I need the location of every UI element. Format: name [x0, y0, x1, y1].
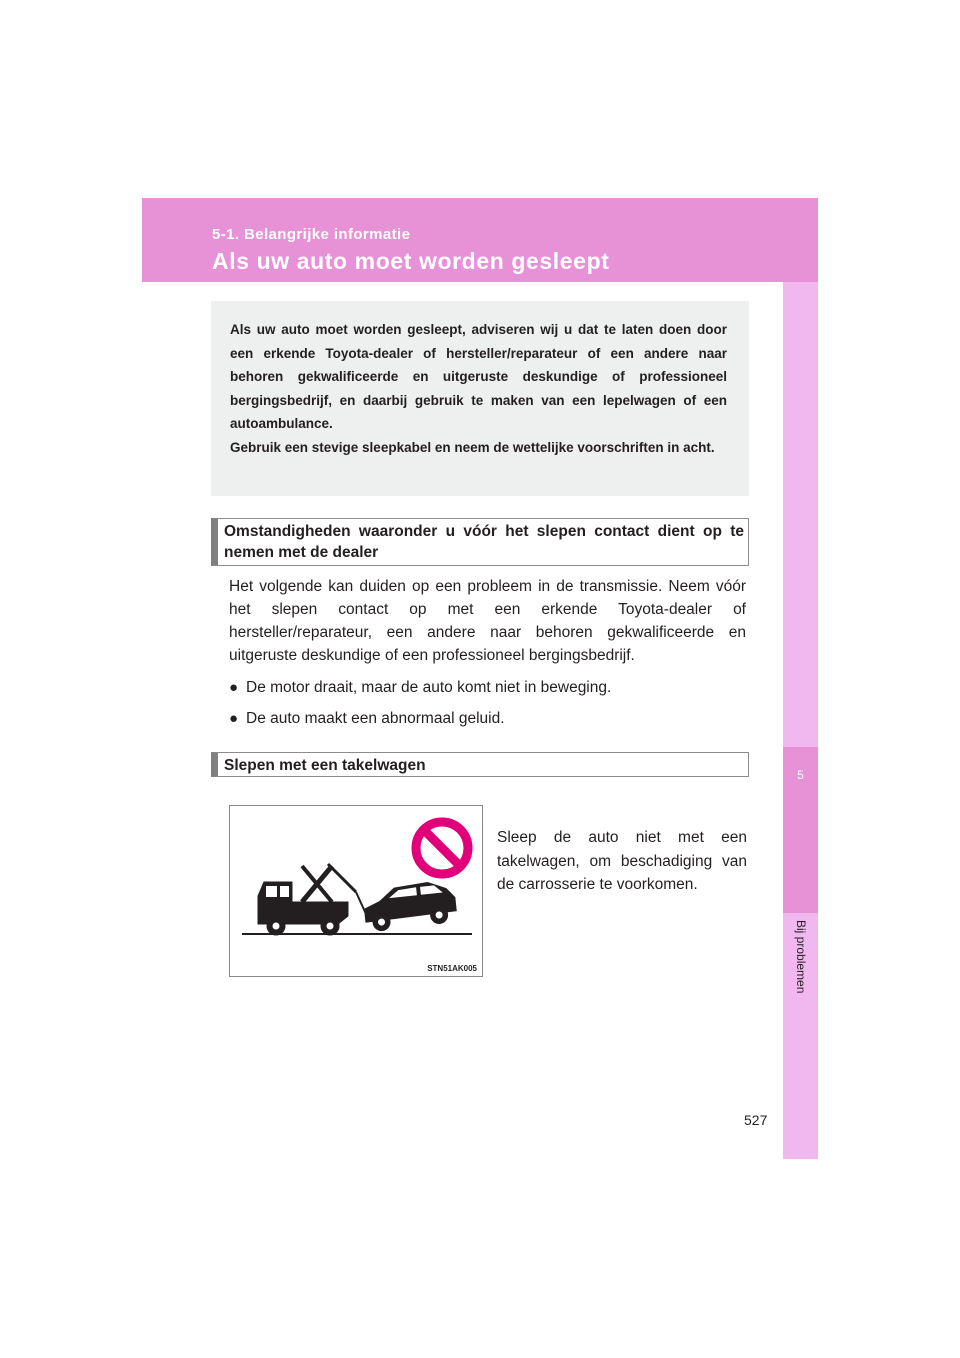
list-item	[229, 708, 505, 730]
figure-code: STN51AK005	[427, 964, 477, 973]
intro-paragraph: Gebruik een stevige sleepkabel en neem de wettelijke voorschriften in acht.	[230, 439, 715, 455]
towed-car-icon	[362, 879, 458, 932]
page-title: Als uw auto moet worden gesleept	[212, 248, 610, 274]
page-number: 527	[744, 1112, 768, 1128]
chapter-side-tab	[783, 282, 818, 1159]
chapter-number: 5	[797, 768, 804, 782]
section-heading-text: Omstandigheden waaronder u vóór het slepen contact dient op te nemen met de dealer	[224, 523, 744, 561]
intro-paragraph: Als uw auto moet worden gesleept, adviseren wij u dat te laten doen door een erkende Toyota-dealer of hersteller/reparateur of een andere naar behoren gekwalificeerde en uitgeruste deskundige of professioneel bergingsbedrijf, en daarbij gebruik te maken van een lepelwagen of een autoambulance.	[230, 322, 727, 431]
tow-truck-icon	[258, 864, 366, 935]
list-item-text: De auto maakt een abnormaal geluid.	[246, 710, 505, 727]
prohibition-icon	[416, 822, 468, 874]
chapter-label: Bij problemen	[794, 920, 808, 994]
section-body: Het volgende kan duiden op een probleem in de transmissie. Neem vóór het slepen contact op met een erkende Toyota-dealer of hersteller/reparateur, een andere naar behoren gekwalificeerde en uitgeruste deskundige of een professioneel bergingsbedrijf.	[229, 578, 746, 664]
section-heading	[211, 518, 749, 566]
section-label: 5-1. Belangrijke informatie	[212, 226, 411, 243]
section-heading	[211, 752, 749, 777]
section-heading-text: Slepen met een takelwagen	[224, 757, 426, 774]
list-item-text: De motor draait, maar de auto komt niet in beweging.	[246, 679, 612, 696]
list-item	[229, 677, 611, 699]
tow-warning-text: Sleep de auto niet met een takelwagen, om beschadiging van de carrosserie te voorkomen.	[497, 829, 747, 893]
tow-truck-illustration	[229, 805, 483, 977]
bullet-icon: ●	[229, 710, 239, 727]
bullet-icon: ●	[229, 679, 239, 696]
tow-truck-drawing	[230, 806, 482, 976]
intro-text	[230, 318, 727, 459]
